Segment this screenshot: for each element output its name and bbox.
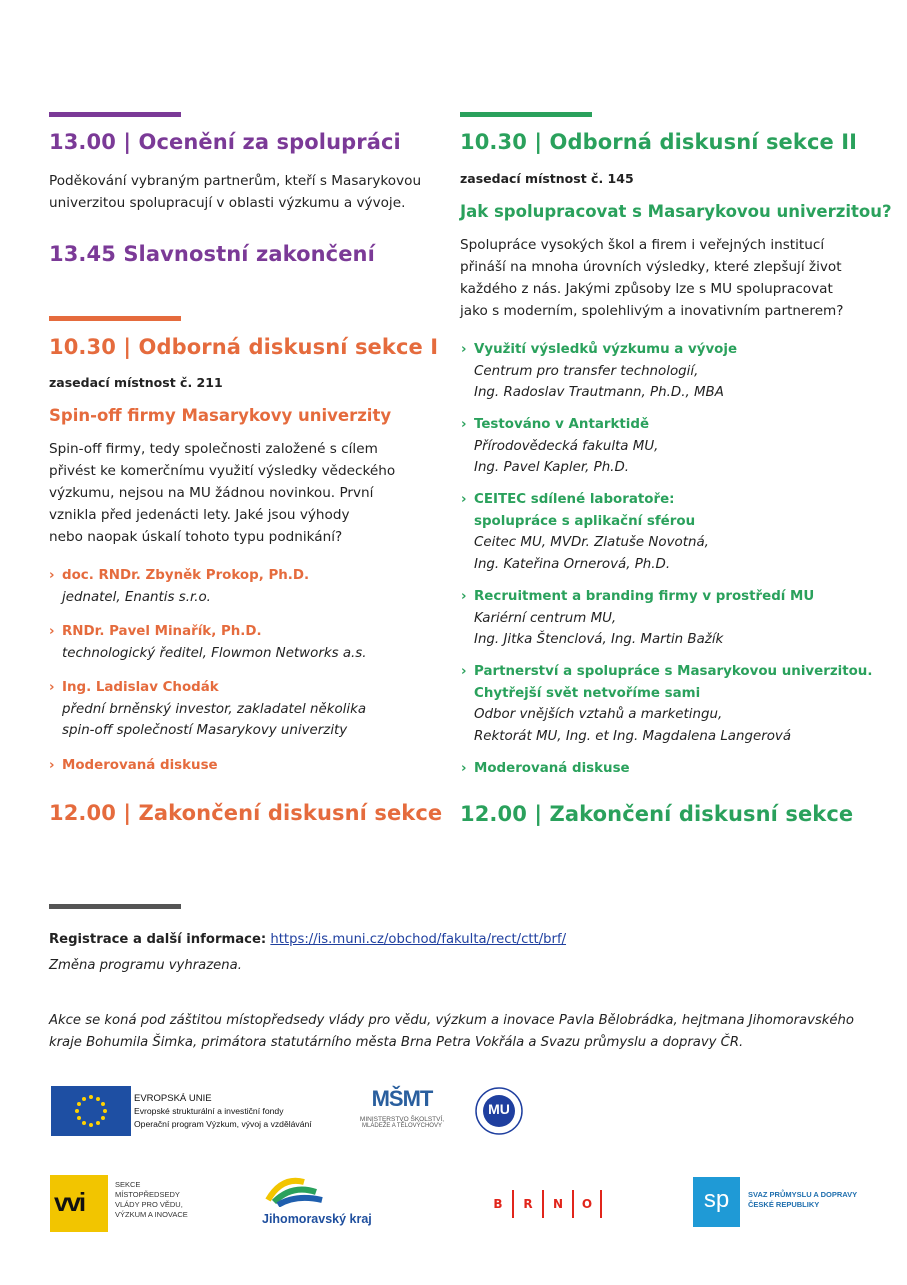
section2-text-line: Spolupráce vysokých škol a firem i veřejných institucí [460, 237, 825, 253]
speaker-role: přední brněnský investor, zakladatel několika [62, 701, 367, 717]
section1-item [49, 565, 310, 608]
eu-line: Evropské strukturální a investiční fondy [134, 1106, 284, 1116]
section1-item [49, 621, 367, 664]
award-text [49, 170, 439, 214]
talk-title: Využití výsledků výzkumu a vývoje [474, 342, 738, 357]
talk-presenter: Přírodovědecká fakulta MU, [474, 438, 659, 454]
section2-item [461, 414, 659, 479]
section1-text-line: přivést ke komerčnímu využití výsledky vědeckého [49, 463, 396, 479]
section2-subheading: Jak spolupracovat s Masarykovou univerzitou? [460, 202, 892, 221]
chevron-right-icon: › [49, 758, 55, 773]
vvi-logo [50, 1175, 108, 1232]
talk-presenter: Odbor vnějších vztahů a marketingu, [474, 707, 723, 722]
section2-item [461, 758, 630, 780]
chevron-right-icon: › [49, 568, 55, 583]
talk-title: Partnerství a spolupráce s Masarykovou univerzitou. [474, 664, 873, 679]
brno-letter: R [523, 1197, 533, 1211]
chevron-right-icon: › [461, 664, 467, 679]
msmt-line: MLÁDEŽE A TĚLOVÝCHOVY [362, 1123, 442, 1129]
brno-letter: O [581, 1197, 593, 1211]
chevron-right-icon: › [461, 417, 467, 432]
speaker-role: spin-off společností Masarykovy univerzity [62, 723, 348, 738]
closing-heading: 13.45 Slavnostní zakončení [49, 242, 375, 266]
talk-presenter: Ing. Kateřina Ornerová, Ph.D. [474, 556, 671, 572]
section1-text-line: nebo naopak úskalí tohoto typu podnikání? [49, 529, 343, 545]
vvi-line: SEKCE [115, 1180, 141, 1189]
vvi-line: VÝZKUM A INOVACE [115, 1210, 188, 1219]
section1-room: zasedací místnost č. 211 [49, 375, 223, 390]
sp-line: ČESKÉ REPUBLIKY [748, 1200, 820, 1209]
section1-text [49, 438, 439, 548]
talk-title: Testováno v Antarktidě [474, 417, 650, 432]
talk-presenter: Centrum pro transfer technologií, [474, 363, 699, 379]
chevron-right-icon: › [49, 680, 55, 695]
sp-logo [693, 1177, 740, 1227]
talk-title: Chytřejší svět netvoříme sami [474, 685, 701, 701]
chevron-right-icon: › [49, 624, 55, 639]
chevron-right-icon: › [461, 589, 467, 604]
award-heading: 13.00 | Ocenění za spolupráci [49, 130, 401, 154]
section2-item [461, 661, 873, 747]
speaker-name: RNDr. Pavel Minařík, Ph.D. [62, 624, 262, 639]
talk-presenter: Kariérní centrum MU, [474, 610, 617, 626]
sp-line: SVAZ PRŮMYSLU A DOPRAVY [748, 1190, 858, 1199]
patronage-note [49, 1010, 869, 1054]
section1-subheading: Spin-off firmy Masarykovy univerzity [49, 406, 392, 425]
section2-item [461, 489, 709, 575]
eu-stars-icon [51, 1086, 131, 1136]
registration-label: Registrace a další informace: [49, 932, 267, 947]
sp-logo-text [748, 1190, 857, 1210]
section1-text-line: Spin-off firmy, tedy společnosti založené s cílem [49, 441, 378, 457]
section1-heading: 10.30 | Odborná diskusní sekce I [49, 335, 439, 359]
talk-presenter: Ing. Jitka Štenclová, Ing. Martin Bažík [474, 632, 724, 647]
talk-title: CEITEC sdílené laboratoře: [474, 492, 675, 507]
section2-item [461, 339, 738, 404]
chevron-right-icon: › [461, 492, 467, 507]
registration-line [49, 929, 566, 951]
eu-logo-text [134, 1092, 312, 1131]
section1-item [49, 755, 218, 777]
speaker-name: doc. RNDr. Zbyněk Prokop, Ph.D. [62, 568, 310, 583]
vvi-line: MÍSTOPŘEDSEDY [115, 1190, 180, 1199]
brno-divider [600, 1190, 602, 1218]
moderated-discussion: Moderovaná diskuse [62, 758, 218, 773]
vvi-mark: vvi [54, 1187, 85, 1217]
award-text-line: Poděkování vybraným partnerům, kteří s Masarykovou [49, 173, 422, 189]
patronage-line: kraje Bohumila Šimka, primátora statutárního města Brna Petra Vokřála a Svazu průmyslu a dopravy ČR. [49, 1035, 744, 1050]
brno-letter: N [552, 1197, 564, 1211]
section2-text-line: přináší na mnoha úrovních výsledky, které zlepšují život [460, 259, 842, 275]
speaker-role: technologický ředitel, Flowmon Networks a.s. [62, 645, 367, 661]
program-change-note: Změna programu vyhrazena. [49, 958, 242, 973]
section2-text-line: každého z nás. Jakými způsoby lze s MU spolupracovat [460, 281, 833, 297]
msmt-logo [352, 1086, 452, 1129]
vvi-logo-text [115, 1180, 188, 1220]
eu-logo [51, 1086, 131, 1136]
talk-presenter: Ing. Radoslav Trautmann, Ph.D., MBA [474, 385, 724, 400]
section2-accent-bar [460, 112, 592, 117]
section2-room: zasedací místnost č. 145 [460, 171, 634, 186]
talk-presenter: Ceitec MU, MVDr. Zlatuše Novotná, [474, 535, 709, 550]
speaker-name: Ing. Ladislav Chodák [62, 680, 219, 695]
vvi-line: VLÁDY PRO VĚDU, [115, 1200, 183, 1209]
section1-end-heading: 12.00 | Zakončení diskusní sekce [49, 801, 443, 825]
talk-title: Recruitment a branding firmy v prostředí MU [474, 589, 815, 604]
chevron-right-icon: › [461, 761, 467, 776]
eu-line: Operační program Výzkum, vývoj a vzdělávání [134, 1119, 312, 1129]
section2-text [460, 234, 880, 322]
msmt-mark: MŠMT [371, 1086, 433, 1111]
talk-presenter: Rektorát MU, Ing. et Ing. Magdalena Langerová [474, 728, 792, 744]
speaker-role: jednatel, Enantis s.r.o. [62, 589, 211, 605]
sp-mark: sp [703, 1186, 730, 1213]
jmk-name: Jihomoravský kraj [262, 1212, 372, 1226]
moderated-discussion: Moderovaná diskuse [474, 761, 630, 776]
award-accent-bar [49, 112, 181, 117]
muni-mark: MU [488, 1101, 510, 1117]
chevron-right-icon: › [461, 342, 467, 357]
footer-accent-bar [49, 904, 181, 909]
jmk-logo [262, 1172, 392, 1232]
section1-text-line: výzkumu, nejsou na MU žádnou novinkou. První [49, 485, 374, 501]
muni-logo [474, 1086, 524, 1136]
patronage-line: Akce se koná pod záštitou místopředsedy vlády pro vědu, výzkum a inovace Pavla Bělobrádka, hejtmana Jihomoravského [49, 1013, 854, 1028]
talk-presenter: Ing. Pavel Kapler, Ph.D. [474, 460, 630, 475]
section2-item [461, 586, 815, 651]
section1-item [49, 677, 367, 742]
section2-text-line: jako s moderním, spolehlivým a inovativním partnerem? [460, 303, 844, 319]
brno-logo [484, 1190, 602, 1218]
registration-link[interactable]: https://is.muni.cz/obchod/fakulta/rect/ctt/brf/ [270, 932, 567, 947]
award-text-line: univerzitou spolupracují v oblasti výzkumu a vývoje. [49, 195, 406, 211]
section2-heading: 10.30 | Odborná diskusní sekce II [460, 130, 858, 154]
section1-accent-bar [49, 316, 181, 321]
section1-text-line: vznikla před jedenácti lety. Jaké jsou výhody [49, 507, 350, 523]
talk-title: spolupráce s aplikační sférou [474, 513, 696, 529]
msmt-line: MINISTERSTVO ŠKOLSTVÍ, [359, 1116, 445, 1123]
jmk-emblem-icon [264, 1172, 334, 1207]
section2-end-heading: 12.00 | Zakončení diskusní sekce [460, 802, 854, 826]
eu-line: EVROPSKÁ UNIE [134, 1093, 212, 1104]
brno-letter: B [493, 1197, 503, 1211]
